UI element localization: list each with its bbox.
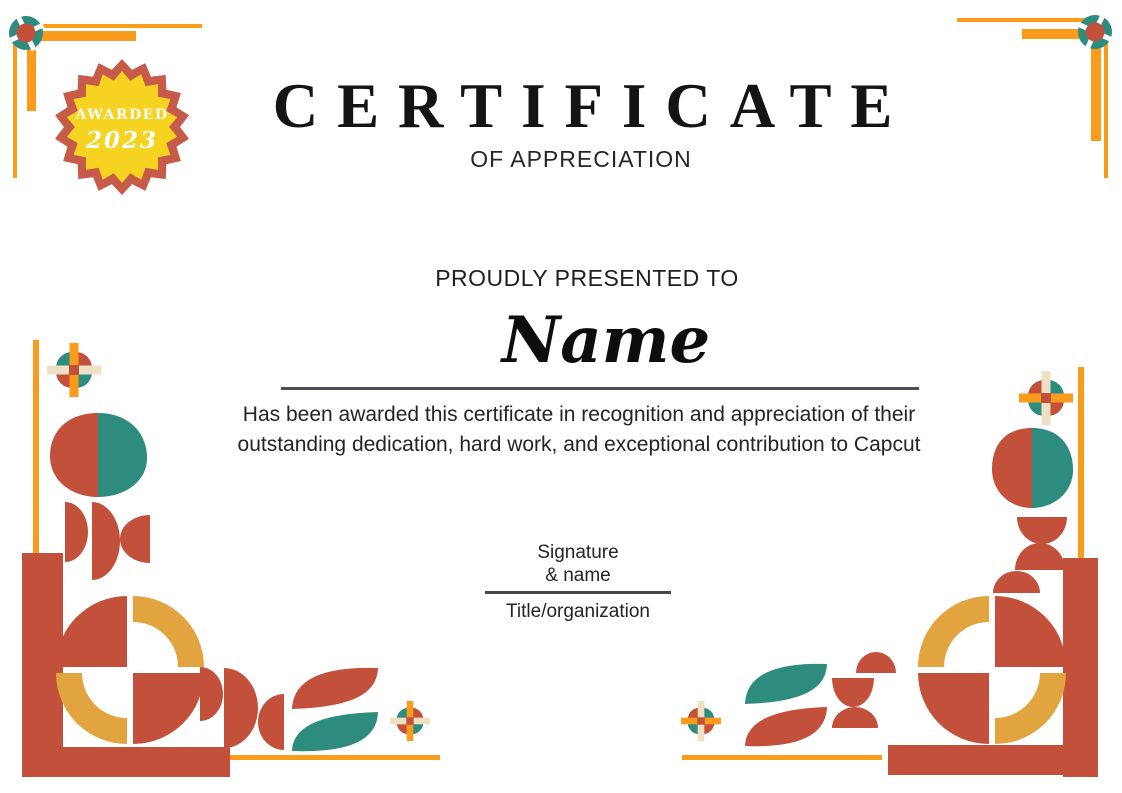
badge-text: [52, 57, 192, 197]
badge-year: 2023: [85, 126, 158, 154]
signature-label-line-2: & name: [545, 565, 611, 586]
leaf-icon: [745, 707, 827, 746]
corner-ornament-bottom-right: [888, 558, 1098, 777]
recipient-name: Name: [501, 303, 711, 378]
title-organization-label: Title/organization: [506, 601, 650, 622]
badge-awarded-label: AWARDED: [75, 106, 169, 123]
signature-underline: [485, 591, 671, 594]
certificate-title: CERTIFICATE: [272, 71, 912, 141]
leaf-icon: [745, 664, 827, 704]
flower-icon: [681, 701, 721, 741]
leaf-icon: [292, 668, 378, 709]
ornament-bottom-right-garden: [681, 652, 896, 760]
leaf-icon: [292, 712, 378, 751]
recipient-name-underline: [281, 387, 919, 390]
body-text-line-2: outstanding dedication, hard work, and exceptional contribution to Capcut: [237, 433, 921, 456]
certificate-subtitle: OF APPRECIATION: [470, 146, 692, 172]
award-badge: [52, 57, 192, 197]
flower-icon: [390, 701, 430, 741]
pinwheel-icon: [1073, 10, 1117, 54]
pinwheel-icon: [4, 11, 48, 55]
presented-to-label: PROUDLY PRESENTED TO: [435, 265, 739, 291]
body-text-line-1: Has been awarded this certificate in recognition and appreciation of their: [242, 403, 916, 426]
signature-label-line-1: Signature: [537, 542, 619, 563]
ornament-bottom-left-garden: [200, 667, 440, 760]
